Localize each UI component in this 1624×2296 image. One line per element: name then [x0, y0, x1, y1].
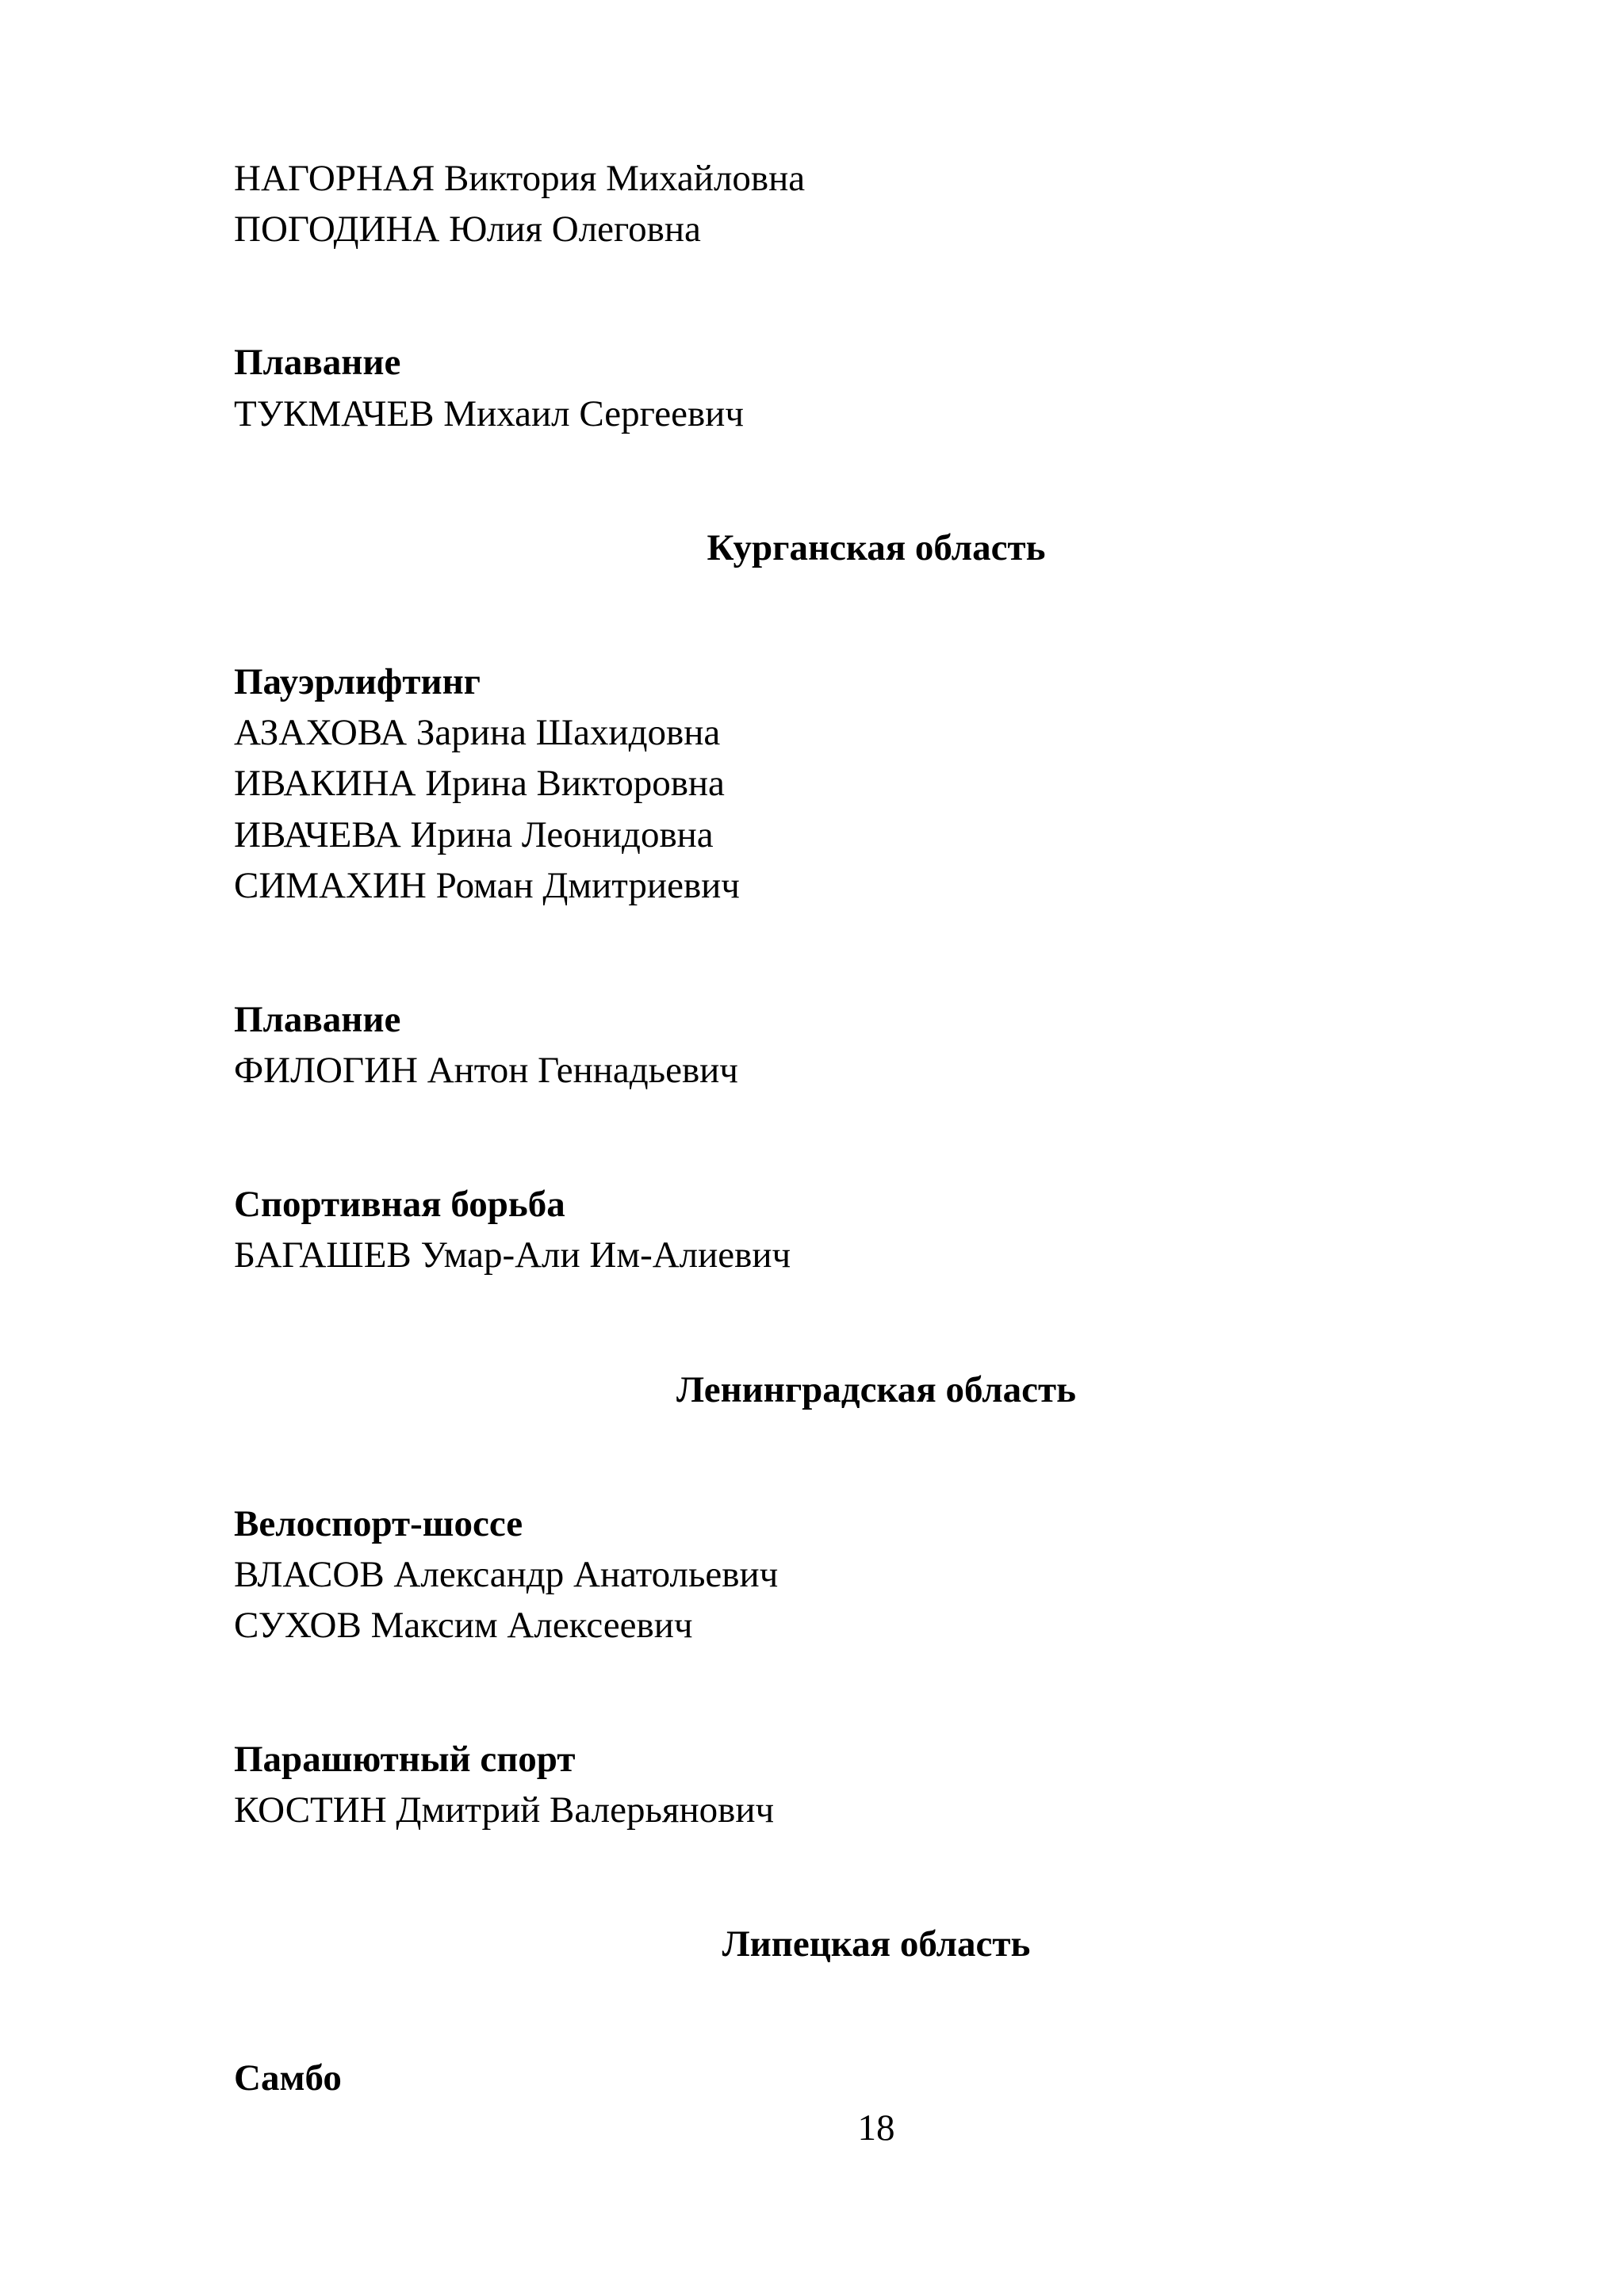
athlete-name: ИВАЧЕВА Ирина Леонидовна: [234, 814, 714, 855]
athlete-name: НАГОРНАЯ Виктория Михайловна: [234, 158, 806, 199]
athlete-name: ВЛАСОВ Александр Анатольевич: [234, 1554, 779, 1595]
athlete-name: КОСТИН Дмитрий Валерьянович: [234, 1789, 775, 1831]
sport-heading: Парашютный спорт: [234, 1739, 576, 1780]
athlete-name: ФИЛОГИН Антон Геннадьевич: [234, 1050, 738, 1091]
sport-heading: Плавание: [234, 342, 401, 383]
page-number: 18: [857, 2107, 895, 2149]
athlete-name: ИВАКИНА Ирина Викторовна: [234, 763, 725, 804]
sport-heading: Велоспорт-шоссе: [234, 1503, 523, 1544]
region-heading: Ленинградская область: [676, 1369, 1076, 1410]
athlete-name: СУХОВ Максим Алексеевич: [234, 1605, 693, 1646]
athlete-name: БАГАШЕВ Умар-Али Им-Алиевич: [234, 1234, 791, 1276]
region-heading: Липецкая область: [722, 1923, 1031, 1965]
athlete-name: ПОГОДИНА Юлия Олеговна: [234, 209, 701, 250]
sport-heading: Пауэрлифтинг: [234, 661, 481, 702]
sport-heading: Спортивная борьба: [234, 1184, 565, 1225]
region-heading: Курганская область: [707, 527, 1046, 568]
athlete-name: СИМАХИН Роман Дмитриевич: [234, 865, 740, 906]
athlete-name: АЗАХОВА Зарина Шахидовна: [234, 712, 721, 753]
athlete-name: ТУКМАЧЕВ Михаил Сергеевич: [234, 393, 744, 434]
sport-heading: Плавание: [234, 999, 401, 1040]
sport-heading: Самбо: [234, 2057, 342, 2099]
